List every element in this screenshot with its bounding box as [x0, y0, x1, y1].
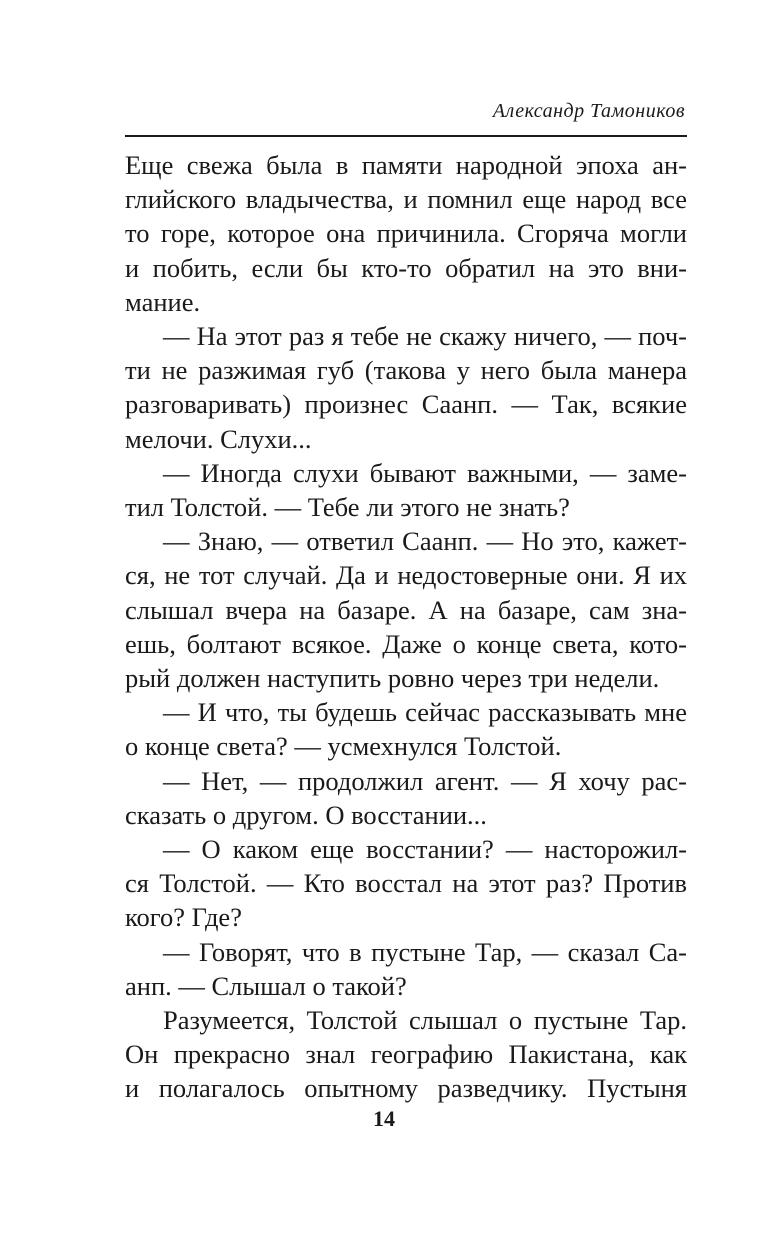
text-line: о конце света? — усмехнулся Толстой.	[125, 731, 562, 762]
text-line: сказать о другом. О восстании...	[125, 799, 487, 830]
text-line: то горе, которое она причинила. Сгоряча могли	[125, 218, 687, 249]
text-line: слышал вчера на базаре. А на базаре, сам зна-	[125, 594, 687, 625]
text-line: мание.	[125, 286, 201, 317]
text-line: и полагалось опытному разведчику. Пустыня	[125, 1073, 687, 1104]
text-line: мелочи. Слухи...	[125, 423, 312, 454]
paragraph-2	[125, 319, 687, 456]
paragraph-5	[125, 695, 687, 763]
paragraph-9	[125, 1003, 687, 1106]
body-text	[125, 148, 687, 1106]
paragraph-3	[125, 456, 687, 524]
text-line: — О каком еще восстании? — насторожил-	[163, 834, 687, 865]
text-line: ешь, болтают всякое. Даже о конце света, кото-	[125, 628, 687, 659]
text-line: — И что, ты будешь сейчас рассказывать мне	[163, 697, 687, 728]
text-line: разговаривать) произнес Саанп. — Так, всякие	[125, 389, 687, 420]
text-line: кого? Где?	[125, 902, 242, 933]
text-line: Разумеется, Толстой слышал о пустыне Тар.	[163, 1005, 687, 1036]
text-line: ся, не тот случай. Да и недостоверные они. Я их	[125, 560, 687, 591]
paragraph-6	[125, 764, 687, 832]
text-line: глийского владычества, и помнил еще народ все	[125, 184, 687, 215]
paragraph-7	[125, 832, 687, 935]
header-rule	[125, 135, 687, 137]
text-line: Он прекрасно знал географию Пакистана, как	[125, 1039, 687, 1070]
text-line: рый должен наступить ровно через три недели.	[125, 663, 660, 694]
text-line: — Нет, — продолжил агент. — Я хочу рас-	[163, 765, 687, 796]
text-line: — Говорят, что в пустыне Тар, — сказал Са-	[163, 936, 687, 967]
page-number: 14	[373, 1106, 395, 1131]
paragraph-8	[125, 935, 687, 1003]
text-line: — Иногда слухи бывают важными, — заме-	[163, 457, 687, 488]
text-line: тил Толстой. — Тебе ли этого не знать?	[125, 492, 570, 523]
text-line: ся Толстой. — Кто восстал на этот раз? Против	[125, 868, 687, 899]
text-line: и побить, если бы кто-то обратил на это вни-	[125, 252, 687, 283]
text-line: Еще свежа была в памяти народной эпоха ан-	[125, 150, 687, 180]
paragraph-4	[125, 524, 687, 695]
text-line: — Знаю, — ответил Саанп. — Но это, кажет-	[163, 526, 687, 557]
text-line: ти не разжимая губ (такова у него была манера	[125, 355, 687, 386]
paragraph-1	[125, 148, 687, 319]
text-line: — На этот раз я тебе не скажу ничего, — поч-	[163, 321, 687, 352]
running-head-author: Александр Тамоников	[492, 100, 685, 122]
text-line: анп. — Слышал о такой?	[125, 970, 407, 1001]
